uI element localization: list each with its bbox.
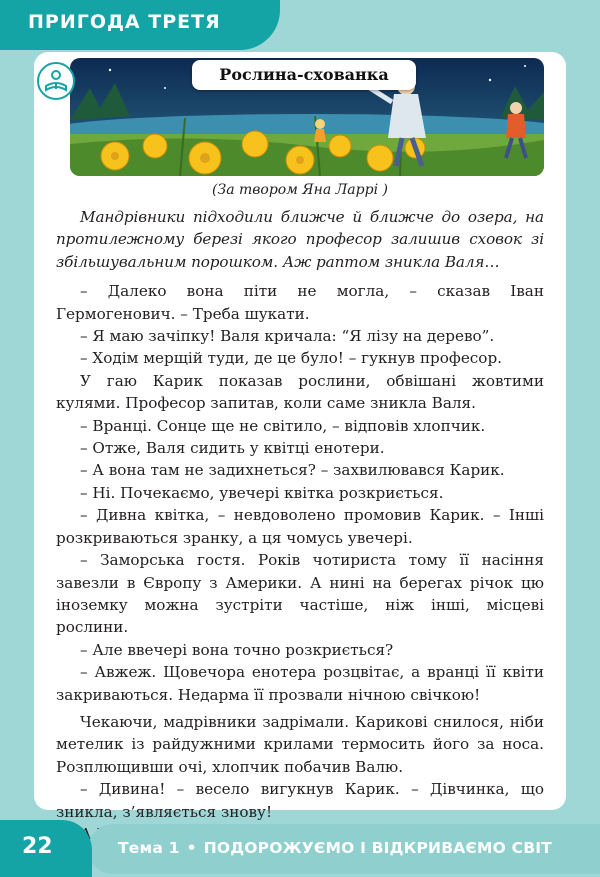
topic-label: Тема 1 bbox=[118, 839, 180, 857]
topic-text bbox=[118, 839, 552, 857]
paragraph: – Вранці. Сонце ще не світило, – відповів хлопчик. bbox=[80, 416, 486, 435]
story-text bbox=[56, 206, 544, 845]
paragraph: – А вона там не задихнеться? – захвилювався Карик. bbox=[80, 461, 505, 480]
paragraph: – Далеко вона піти не могла, – сказав Іван Гермогенович. – Треба шукати. bbox=[56, 282, 544, 323]
page-footer bbox=[0, 820, 600, 877]
chapter-header bbox=[0, 0, 600, 50]
reading-badge bbox=[37, 62, 75, 100]
paragraph: – Заморська гостя. Років чотириста тому її насіння завезли в Європу з Америки. А нині на берегах річок цю іноземку можна зустріти частіше, ніж інші, місцеві рослини. bbox=[56, 551, 544, 637]
page-number-box bbox=[0, 820, 92, 877]
story-source: (За твором Яна Ларрі ) bbox=[212, 182, 388, 198]
paragraph: Чекаючи, мадрівники задрімали. Карикові снилося, ніби метелик із райдужними крилами термосить його за носа. Розплющивши очі, хлопчик побачив Валю. bbox=[56, 712, 544, 776]
paragraph: – Дивина! – весело вигукнув Карик. – Дівчинка, що зникла, з’являється знову! bbox=[56, 780, 544, 821]
story-intro: Мандрівники підходили ближче й ближче до озера, на протилежному березі якого професор залишив сховок зі збільшувальним порошком. Аж раптом зникла Валя… bbox=[56, 208, 544, 271]
paragraph: – Отже, Валя сидить у квітці енотери. bbox=[80, 439, 385, 458]
reader-icon bbox=[39, 64, 73, 98]
paragraph: – Я маю зачіпку! Валя кричала: “Я лізу на дерево”. bbox=[80, 327, 495, 346]
paragraph: – Але ввечері вона точно розкриється? bbox=[80, 640, 394, 659]
paragraph: – Дивна квітка, – невдоволено промовив Карик. – Інші розкриваються зранку, а ця чомусь увечері. bbox=[56, 506, 544, 547]
page-number: 22 bbox=[22, 834, 53, 859]
topic-title: ПОДОРОЖУЄМО І ВІДКРИВАЄМО СВІТ bbox=[203, 839, 552, 857]
story-title: Рослина-схованка bbox=[192, 60, 416, 90]
paragraph: У гаю Карик показав рослини, обвішані жовтими кулями. Професор запитав, коли саме зникла Валя. bbox=[56, 371, 544, 413]
paragraph: – Авжеж. Щовечора енотера розцвітає, а вранці її квіти закриваються. Недарма її прозвали нічною свічкою! bbox=[56, 663, 544, 704]
chapter-title: ПРИГОДА ТРЕТЯ bbox=[28, 11, 221, 33]
paragraph: – Ні. Почекаємо, увечері квітка розкриється. bbox=[80, 483, 444, 502]
topic-separator: • bbox=[186, 839, 197, 857]
paragraph: – Ходім мерщій туди, де це було! – гукнув професор. bbox=[80, 349, 503, 368]
